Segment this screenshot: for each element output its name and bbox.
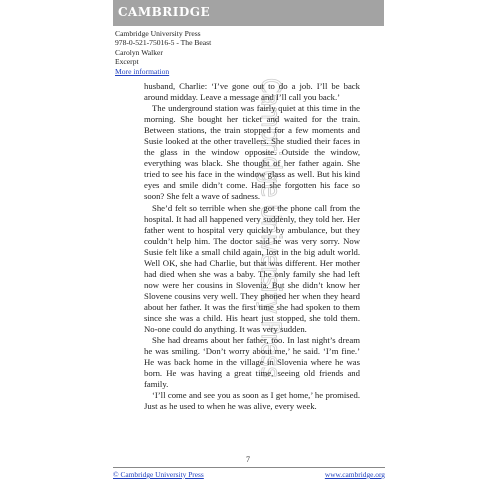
paragraph-3: She’d felt so terrible when she got the phone call from the hospital. It had all happened very suddenly, they told her. Her father went to hospital very quickly by ambulance, but they couldn’t help him. The doctor said he was very sorry. Now Susie felt like a small child again, lost in the big adult world. Well OK, she had Charlie, but that was different. Her mother had died when she was a baby. The only family she had left now were her cousins in Slovenia. But she didn’t know her Slovene cousins very well. They phoned her when they heard about her father. It was the first time she had spoken to them since she was a child. His heart just stopped, she told them. No-one could do anything. It was very sudden. (144, 202, 360, 335)
more-information-link[interactable]: More information (115, 66, 170, 76)
paragraph-5: ‘I’ll come and see you as soon as I get home,’ he promised. Just as he used to when he was alive, every week. (144, 390, 360, 412)
footer-divider (113, 467, 385, 468)
paragraph-4: She had dreams about her father, too. In last night’s dream he was smiling. ‘Don’t worry about me,’ he said. ‘I’m fine.’ He was back home in the village in Slovenia where he was born. He was having a great time, seeing old friends and family. (144, 335, 360, 390)
copyright-link[interactable]: © Cambridge University Press (113, 470, 204, 479)
publisher-line: Cambridge University Press (115, 29, 201, 38)
paragraph-2: The underground station was fairly quiet at this time in the morning. She bought her ticket and waited for the train. Between stations, the train stopped for a few moments and Susie looked at the other travellers. She studied their faces in the glass in the window opposite. Outside the window, everything was black. She thought of her father again. She tried to see his face in the window glass as well. But his kind eyes and smile didn’t come. Had she forgotten his face so soon? She felt a wave of sadness. (144, 103, 360, 202)
isbn-title-line: 978-0-521-75016-5 - The Beast (115, 38, 212, 48)
watermark-text: Cambridge University Press (255, 78, 286, 451)
website-link[interactable]: www.cambridge.org (324, 470, 385, 479)
excerpt-body (144, 81, 360, 412)
author-line: Carolyn Walker (115, 47, 163, 57)
excerpt-label: Excerpt (115, 57, 139, 67)
cambridge-logo: CAMBRIDGE (118, 5, 211, 19)
book-metadata (115, 29, 211, 76)
paragraph-1: husband, Charlie: ‘I’ve gone out to do a job. I’ll be back around midday. Leave a message and I’ll call you back.’ (144, 81, 360, 103)
page-number: 7 (246, 455, 250, 464)
